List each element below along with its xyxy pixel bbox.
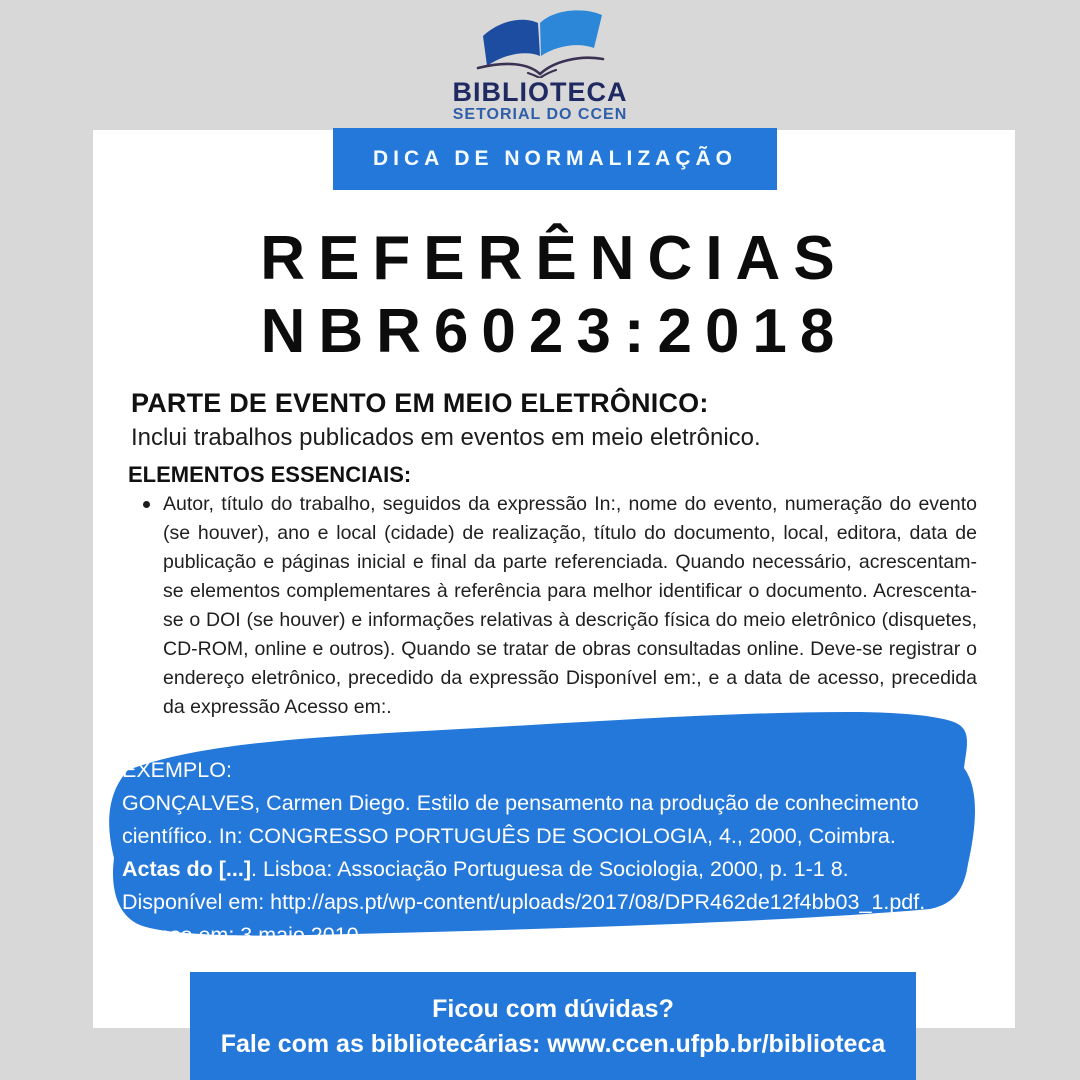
page-title-line1: REFERÊNCIAS [260, 224, 848, 293]
section-description: Inclui trabalhos publicados em eventos em meio eletrônico. [131, 424, 761, 451]
citation-part1: GONÇALVES, Carmen Diego. Estilo de pensamento na produção de conhecimento científico. In: CONGRESSO PORTUGUÊS DE SOCIOLOGIA, 4., 2000, Coimbra. [122, 791, 919, 848]
tip-banner-label: DICA DE NORMALIZAÇÃO [372, 147, 738, 170]
library-logo [0, 6, 1080, 124]
section-heading: PARTE DE EVENTO EM MEIO ELETRÔNICO: [131, 388, 709, 418]
footer-banner [190, 972, 916, 1080]
page-title-line2: NBR6023:2018 [260, 297, 848, 366]
open-book-icon [0, 6, 1080, 78]
example-label: EXEMPLO: [122, 758, 232, 782]
tip-banner [333, 128, 777, 190]
content-card [93, 130, 1015, 1028]
section-subheading: ELEMENTOS ESSENCIAIS: [128, 462, 412, 487]
essential-elements-item [143, 490, 977, 722]
example-citation [122, 754, 952, 952]
footer-question: Ficou com dúvidas? [432, 994, 674, 1023]
logo-subtitle: SETORIAL DO CCEN [452, 106, 628, 123]
essential-elements-text: Autor, título do trabalho, seguidos da expressão In:, nome do evento, numeração do evento (se houver), ano e local (cidade) de realização, título do documento, local, editora, data de publicação e páginas inicial e final da parte referenciada. Quando necessário, acrescentam-se elementos complementares à referência para melhor identificar o documento. Acrescenta-se o DOI (se houver) e informações relativas à descrição física do meio eletrônico (disquetes, CD-ROM, online e outros). Quando se tratar de obras consultadas online. Deve-se registrar o endereço eletrônico, precedido da expressão Disponível em:, e a data de acesso, precedida da expressão Acesso em:. [163, 493, 977, 718]
footer-contact: Fale com as bibliotecárias: www.ccen.ufpb.br/biblioteca [220, 1029, 886, 1058]
logo-title: BIBLIOTECA [452, 77, 628, 107]
example-highlight [98, 706, 990, 947]
citation-bold: Actas do [...] [122, 857, 252, 881]
citation-part2: . Lisboa: Associação Portuguesa de Sociologia, 2000, p. 1-1 8. Disponível em: http://aps.pt/wp-content/uploads/2017/08/DPR462de12f4bb03_1.pdf. Acesso em: 3 maio 2010. [122, 857, 926, 947]
page-title [93, 222, 1015, 368]
bullet-marker [143, 501, 150, 508]
